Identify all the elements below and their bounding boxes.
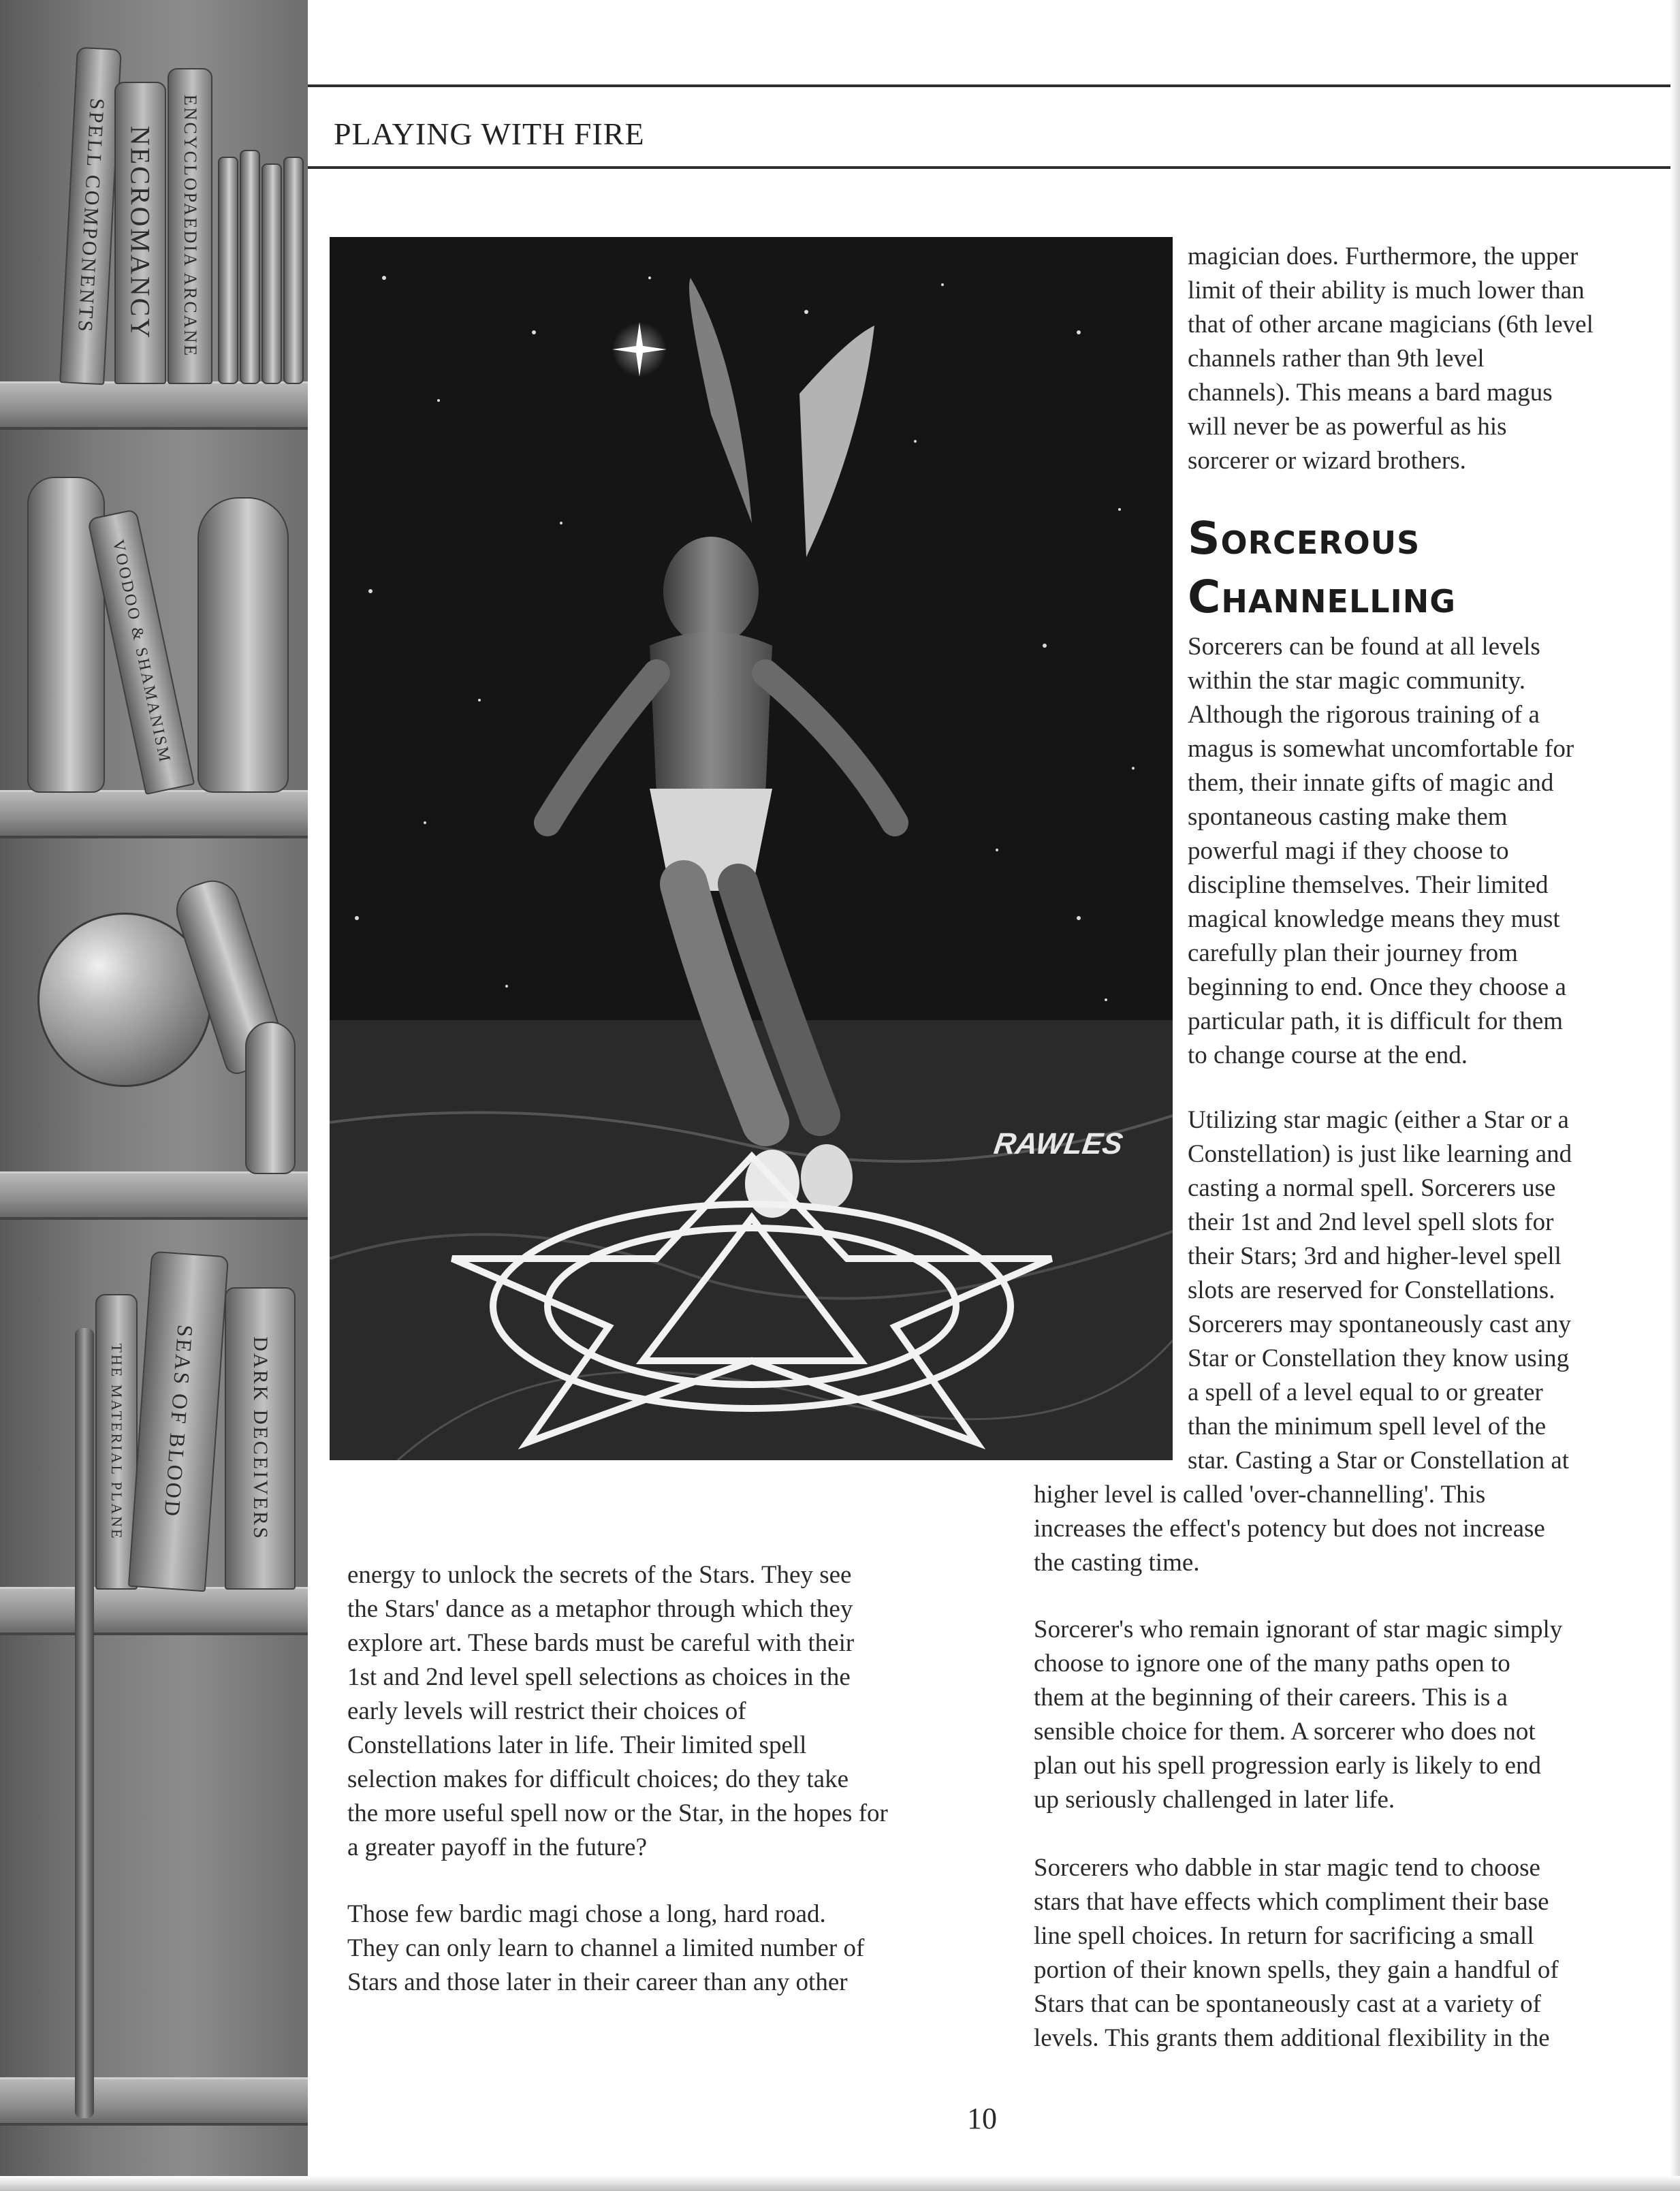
text-line: casting a normal spell. Sorcerers use xyxy=(1188,1174,1556,1202)
hair-plume xyxy=(689,278,752,523)
text-line: magician does. Furthermore, the upper xyxy=(1188,242,1579,270)
text-line: star. Casting a Star or Constellation at xyxy=(1188,1447,1570,1475)
text-line: explore art. These bards must be careful with their xyxy=(347,1629,855,1657)
book-spine-label: SEAS OF BLOOD xyxy=(159,1323,198,1519)
text-line: will never be as powerful as his xyxy=(1188,413,1507,441)
shelf-plank xyxy=(0,790,308,838)
text-line: increases the effect's potency but does not increase xyxy=(1034,1515,1545,1543)
paragraph-dabble xyxy=(1034,1851,1667,2055)
figure-boot xyxy=(801,1144,853,1210)
bookshelf-border xyxy=(0,0,308,2191)
text-line: the more useful spell now or the Star, in the hopes for xyxy=(347,1799,888,1827)
text-line: up seriously challenged in later life. xyxy=(1034,1786,1395,1814)
text-line: line spell choices. In return for sacrificing a small xyxy=(1034,1922,1534,1950)
artist-signature: RAWLES xyxy=(992,1127,1125,1161)
heading-line: Channelling xyxy=(1188,571,1456,623)
text-line: Stars that can be spontaneously cast at a variety of xyxy=(1034,1990,1541,2018)
text-line: plan out his spell progression early is likely to end xyxy=(1034,1752,1542,1780)
text-line: than the minimum spell level of the xyxy=(1188,1413,1547,1440)
shelf-plank xyxy=(0,1171,308,1220)
text-line: spontaneous casting make them xyxy=(1188,803,1508,831)
header-rule-top xyxy=(308,84,1680,87)
text-line: the casting time. xyxy=(1034,1549,1200,1577)
text-line: Sorcerers who dabble in star magic tend to choose xyxy=(1034,1854,1540,1882)
page-number: 10 xyxy=(967,2102,997,2135)
text-line: stars that have effects which compliment their base xyxy=(1034,1888,1549,1916)
text-line: to change course at the end. xyxy=(1188,1041,1468,1069)
text-line: channels rather than 9th level xyxy=(1188,345,1485,373)
text-line: higher level is called 'over-channelling'. This xyxy=(1034,1481,1486,1509)
text-line: carefully plan their journey from xyxy=(1188,939,1518,967)
text-line: choose to ignore one of the many paths open to xyxy=(1034,1650,1510,1677)
candle xyxy=(218,157,238,384)
text-line: Although the rigorous training of a xyxy=(1188,701,1540,729)
book-dark-deceivers xyxy=(225,1287,296,1590)
book-seas-of-blood xyxy=(128,1251,229,1592)
text-line: sorcerer or wizard brothers. xyxy=(1188,447,1466,475)
text-line: sensible choice for them. A sorcerer who does not xyxy=(1034,1718,1536,1746)
text-line: them, their innate gifts of magic and xyxy=(1188,769,1554,797)
text-line: channels). This means a bard magus xyxy=(1188,379,1553,407)
book-spine-label: VOODOO & SHAMANISM xyxy=(108,538,174,766)
page-edge-shadow xyxy=(1670,0,1680,2191)
figure-head xyxy=(663,537,759,646)
text-line: Stars and those later in their career than any other xyxy=(347,1968,848,1996)
book-spine-label: NECROMANCY xyxy=(125,125,156,341)
paragraph-sorcerers xyxy=(1188,630,1664,1073)
text-line: a spell of a level equal to or greater xyxy=(1188,1378,1543,1406)
small-bottle xyxy=(245,1022,296,1174)
header-rule-bottom xyxy=(308,166,1680,169)
text-line: early levels will restrict their choices of xyxy=(347,1697,746,1725)
bottle xyxy=(197,497,289,793)
paragraph-bard-continued xyxy=(1188,240,1664,478)
paragraph-ignorant xyxy=(1034,1613,1667,1817)
text-line: a greater payoff in the future? xyxy=(347,1833,648,1861)
bright-star xyxy=(612,322,667,377)
book-encyclopaedia-arcane xyxy=(168,68,212,384)
heading-line: Sorcerous xyxy=(1188,512,1421,565)
text-line: beginning to end. Once they choose a xyxy=(1188,973,1566,1001)
book-spine-label: SPELL COMPONENTS xyxy=(73,97,109,334)
text-line: slots are reserved for Constellations. xyxy=(1188,1276,1555,1304)
text-line: 1st and 2nd level spell selections as choices in the xyxy=(347,1663,851,1691)
text-line: Sorcerers may spontaneously cast any xyxy=(1188,1310,1572,1338)
text-line: Those few bardic magi chose a long, hard road. xyxy=(347,1900,826,1928)
paragraph-utilizing xyxy=(1188,1103,1664,1478)
text-line: They can only learn to channel a limited number of xyxy=(347,1934,865,1962)
text-line: powerful magi if they choose to xyxy=(1188,837,1509,865)
page-edge-shadow xyxy=(0,2176,1680,2191)
running-head: PLAYING WITH FIRE xyxy=(334,116,645,151)
text-line: the Stars' dance as a metaphor through which they xyxy=(347,1595,853,1623)
text-line: that of other arcane magicians (6th level xyxy=(1188,311,1594,338)
text-line: Constellation) is just like learning and xyxy=(1188,1140,1572,1168)
figure-arm xyxy=(765,673,895,823)
paragraph-bardic-magi xyxy=(347,1897,974,2000)
paragraph-bards xyxy=(347,1558,974,1865)
illustration-fey-summoning xyxy=(330,237,1173,1460)
candle xyxy=(261,163,282,384)
text-line: discipline themselves. Their limited xyxy=(1188,871,1549,899)
figure-torso xyxy=(650,632,772,809)
book-spine-label: DARK DECEIVERS xyxy=(249,1336,272,1541)
text-line: portion of their known spells, they gain a handful of xyxy=(1034,1956,1559,1984)
text-line: limit of their ability is much lower than xyxy=(1188,277,1585,304)
text-line: Sorcerers can be found at all levels xyxy=(1188,633,1540,661)
candle xyxy=(283,157,304,384)
paragraph-utilizing-continued xyxy=(1034,1478,1667,1580)
wing xyxy=(799,326,874,557)
text-line: within the star magic community. xyxy=(1188,667,1525,695)
book-spell-components xyxy=(59,47,122,385)
text-line: particular path, it is difficult for them xyxy=(1188,1007,1564,1035)
text-line: magical knowledge means they must xyxy=(1188,905,1560,933)
book-spine-label: ENCYCLOPAEDIA ARCANE xyxy=(180,94,200,358)
text-line: magus is somewhat uncomfortable for xyxy=(1188,735,1574,763)
text-line: Utilizing star magic (either a Star or a xyxy=(1188,1106,1569,1134)
text-line: selection makes for difficult choices; do they take xyxy=(347,1765,849,1793)
figure-arm xyxy=(548,673,656,823)
shelf-plank xyxy=(0,1587,308,1635)
text-line: Star or Constellation they know using xyxy=(1188,1344,1570,1372)
text-line: them at the beginning of their careers. This is a xyxy=(1034,1684,1508,1712)
wizard-staff xyxy=(75,1328,94,2118)
text-line: Constellations later in life. Their limited spell xyxy=(347,1731,807,1759)
candle xyxy=(240,150,260,384)
text-line: their 1st and 2nd level spell slots for xyxy=(1188,1208,1554,1236)
book-spine-label: THE MATERIAL PLANE xyxy=(108,1343,125,1541)
shelf-plank xyxy=(0,381,308,430)
text-line: Sorcerer's who remain ignorant of star magic simply xyxy=(1034,1615,1563,1643)
book-necromancy xyxy=(114,82,166,384)
illustration-art xyxy=(330,237,1173,1460)
text-line: energy to unlock the secrets of the Stars. They see xyxy=(347,1561,852,1589)
text-line: levels. This grants them additional flexibility in the xyxy=(1034,2024,1550,2052)
text-line: their Stars; 3rd and higher-level spell xyxy=(1188,1242,1562,1270)
shelf-plank xyxy=(0,2077,308,2126)
section-heading xyxy=(1188,509,1637,627)
